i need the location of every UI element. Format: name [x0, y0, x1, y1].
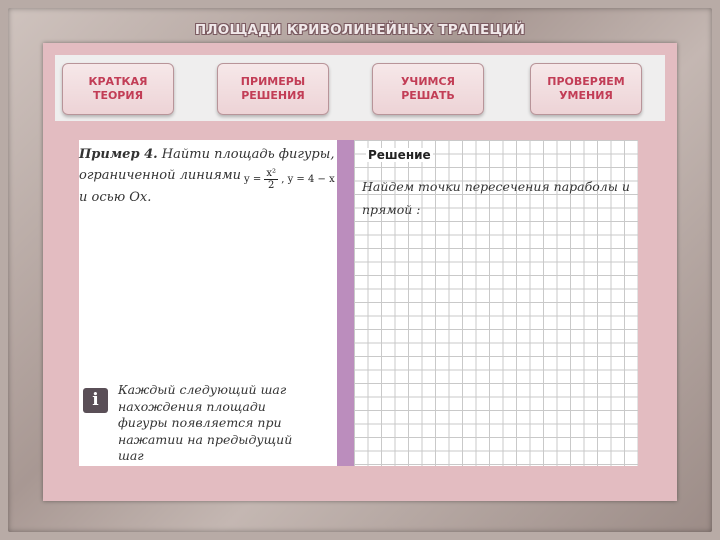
formula-denominator: 2 — [268, 180, 275, 191]
page-title: ПЛОЩАДИ КРИВОЛИНЕЙНЫХ ТРАПЕЦИЙ — [194, 22, 526, 38]
solution-title: Решение — [368, 148, 431, 162]
formula-lhs: y = — [244, 174, 262, 185]
nav-check-button[interactable] — [530, 63, 642, 115]
formula-numerator: x² — [266, 168, 277, 179]
formula-fraction — [264, 168, 278, 191]
solution-text: Найдем точки пересечения параболы и прямой : — [362, 179, 630, 217]
example-line-2: ограниченной линиями — [79, 168, 241, 183]
panel-divider — [337, 140, 354, 466]
nav-examples-label: ПРИМЕРЫ РЕШЕНИЯ — [240, 74, 306, 102]
example-lead: Пример 4. — [79, 147, 158, 162]
example-line-1: Найти площадь фигуры, — [161, 147, 335, 162]
nav-examples-button[interactable] — [217, 63, 329, 115]
nav-bar — [55, 55, 665, 121]
example-line-3: и осью Ох. — [79, 190, 152, 205]
nav-learn-button[interactable] — [372, 63, 484, 115]
hint-text: Каждый следующий шаг нахождения площади фигуры появляется при нажатии на предыдущий шаг — [118, 382, 293, 463]
nav-learn-label: УЧИМСЯ РЕШАТЬ — [400, 74, 456, 102]
formula-rest: , y = 4 − x — [281, 174, 335, 185]
example-formula — [244, 168, 335, 191]
nav-theory-label: КРАТКАЯ ТЕОРИЯ — [88, 74, 148, 102]
nav-theory-button[interactable] — [62, 63, 174, 115]
info-icon[interactable]: i — [83, 388, 108, 413]
example-heading — [79, 147, 334, 162]
nav-check-label: ПРОВЕРЯЕМ УМЕНИЯ — [547, 74, 625, 102]
